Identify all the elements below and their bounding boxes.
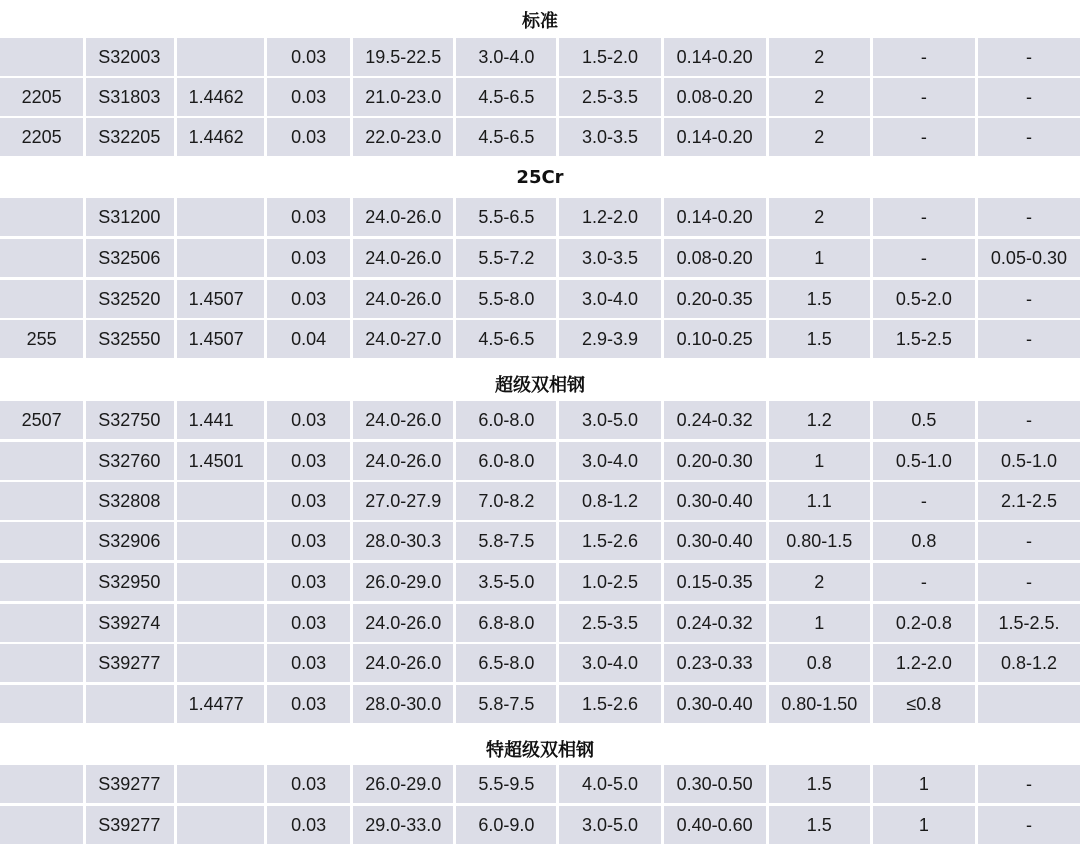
cell-cu: 1 (873, 806, 975, 844)
cell-w: - (978, 563, 1080, 601)
cell-en (177, 644, 264, 682)
cell-en (177, 563, 264, 601)
table-row (0, 765, 1080, 803)
cell-mn: 1 (769, 604, 870, 642)
cell-uns: S31803 (86, 78, 173, 116)
cell-n: 0.14-0.20 (664, 118, 766, 156)
cell-cr: 24.0-26.0 (353, 239, 453, 277)
cell-mo: 1.2-2.0 (559, 198, 660, 236)
cell-ni: 6.0-9.0 (456, 806, 556, 844)
cell-c: 0.04 (267, 320, 350, 358)
cell-ni: 5.5-9.5 (456, 765, 556, 803)
cell-c: 0.03 (267, 38, 350, 76)
cell-mo: 4.0-5.0 (559, 765, 660, 803)
cell-common-name: 255 (0, 320, 83, 358)
cell-uns (86, 685, 173, 723)
cell-mo: 1.5-2.6 (559, 522, 660, 560)
cell-cu: - (873, 482, 975, 520)
table-row (0, 806, 1080, 844)
cell-mo: 1.5-2.6 (559, 685, 660, 723)
cell-common-name (0, 765, 83, 803)
cell-en: 1.4507 (177, 280, 264, 318)
cell-w: 2.1-2.5 (978, 482, 1080, 520)
cell-mo: 3.0-5.0 (559, 806, 660, 844)
cell-n: 0.20-0.30 (664, 442, 766, 480)
cell-mn: 1.5 (769, 806, 870, 844)
cell-common-name (0, 604, 83, 642)
cell-cr: 24.0-26.0 (353, 644, 453, 682)
cell-mn: 0.80-1.5 (769, 522, 870, 560)
cell-mn: 1.5 (769, 765, 870, 803)
cell-common-name (0, 806, 83, 844)
cell-cu: 1 (873, 765, 975, 803)
cell-common-name (0, 644, 83, 682)
cell-w: 0.5-1.0 (978, 442, 1080, 480)
cell-mn: 2 (769, 198, 870, 236)
cell-mn: 0.80-1.50 (769, 685, 870, 723)
cell-c: 0.03 (267, 644, 350, 682)
cell-c: 0.03 (267, 401, 350, 439)
cell-c: 0.03 (267, 442, 350, 480)
cell-common-name (0, 563, 83, 601)
cell-mo: 2.5-3.5 (559, 78, 660, 116)
cell-common-name: 2507 (0, 401, 83, 439)
cell-mo: 0.8-1.2 (559, 482, 660, 520)
cell-en: 1.4462 (177, 118, 264, 156)
cell-cu: - (873, 563, 975, 601)
cell-cu: 1.5-2.5 (873, 320, 975, 358)
cell-w: - (978, 765, 1080, 803)
cell-w: - (978, 78, 1080, 116)
cell-mn: 1 (769, 442, 870, 480)
cell-w: - (978, 280, 1080, 318)
cell-uns: S32550 (86, 320, 173, 358)
cell-cr: 24.0-26.0 (353, 198, 453, 236)
cell-c: 0.03 (267, 522, 350, 560)
cell-uns: S32906 (86, 522, 173, 560)
cell-mo: 3.0-3.5 (559, 239, 660, 277)
table-row (0, 563, 1080, 601)
table-row (0, 38, 1080, 76)
cell-c: 0.03 (267, 806, 350, 844)
cell-en (177, 522, 264, 560)
cell-cu: - (873, 118, 975, 156)
cell-mn: 0.8 (769, 644, 870, 682)
cell-cr: 24.0-26.0 (353, 442, 453, 480)
cell-n: 0.20-0.35 (664, 280, 766, 318)
cell-cr: 27.0-27.9 (353, 482, 453, 520)
cell-n: 0.15-0.35 (664, 563, 766, 601)
cell-cr: 24.0-27.0 (353, 320, 453, 358)
cell-ni: 6.8-8.0 (456, 604, 556, 642)
cell-en (177, 38, 264, 76)
cell-ni: 5.5-6.5 (456, 198, 556, 236)
cell-w: 0.8-1.2 (978, 644, 1080, 682)
cell-uns: S32750 (86, 401, 173, 439)
cell-n: 0.23-0.33 (664, 644, 766, 682)
cell-ni: 6.0-8.0 (456, 401, 556, 439)
cell-cr: 29.0-33.0 (353, 806, 453, 844)
cell-ni: 7.0-8.2 (456, 482, 556, 520)
cell-uns: S31200 (86, 198, 173, 236)
cell-n: 0.10-0.25 (664, 320, 766, 358)
cell-uns: S32808 (86, 482, 173, 520)
cell-mn: 1 (769, 239, 870, 277)
cell-ni: 6.5-8.0 (456, 644, 556, 682)
cell-cu: 0.8 (873, 522, 975, 560)
table-row (0, 78, 1080, 116)
cell-en (177, 198, 264, 236)
cell-uns: S32205 (86, 118, 173, 156)
table-row (0, 198, 1080, 236)
cell-ni: 4.5-6.5 (456, 78, 556, 116)
cell-n: 0.30-0.40 (664, 522, 766, 560)
cell-cr: 28.0-30.3 (353, 522, 453, 560)
cell-mo: 3.0-4.0 (559, 280, 660, 318)
cell-cr: 26.0-29.0 (353, 765, 453, 803)
cell-cu: - (873, 38, 975, 76)
cell-c: 0.03 (267, 78, 350, 116)
cell-w (978, 685, 1080, 723)
cell-mo: 2.9-3.9 (559, 320, 660, 358)
cell-n: 0.30-0.50 (664, 765, 766, 803)
cell-uns: S32760 (86, 442, 173, 480)
cell-mn: 1.1 (769, 482, 870, 520)
cell-mn: 2 (769, 38, 870, 76)
cell-uns: S39274 (86, 604, 173, 642)
cell-uns: S32950 (86, 563, 173, 601)
section-title-standard: 标准 (522, 11, 558, 32)
cell-common-name (0, 442, 83, 480)
cell-cu: 0.5-2.0 (873, 280, 975, 318)
cell-uns: S32506 (86, 239, 173, 277)
cell-n: 0.08-0.20 (664, 239, 766, 277)
cell-uns: S32520 (86, 280, 173, 318)
cell-uns: S39277 (86, 644, 173, 682)
cell-n: 0.14-0.20 (664, 38, 766, 76)
cell-cr: 24.0-26.0 (353, 401, 453, 439)
cell-c: 0.03 (267, 198, 350, 236)
cell-w: - (978, 320, 1080, 358)
cell-n: 0.24-0.32 (664, 604, 766, 642)
cell-en (177, 239, 264, 277)
cell-mn: 1.5 (769, 320, 870, 358)
section-title-25cr: 25Cr (516, 167, 564, 188)
cell-common-name: 2205 (0, 78, 83, 116)
cell-ni: 4.5-6.5 (456, 320, 556, 358)
cell-mo: 2.5-3.5 (559, 604, 660, 642)
cell-cu: 0.5-1.0 (873, 442, 975, 480)
cell-cu: - (873, 198, 975, 236)
cell-w: - (978, 522, 1080, 560)
cell-c: 0.03 (267, 563, 350, 601)
table-row (0, 604, 1080, 642)
cell-common-name (0, 239, 83, 277)
cell-cr: 19.5-22.5 (353, 38, 453, 76)
cell-n: 0.24-0.32 (664, 401, 766, 439)
table-row (0, 522, 1080, 560)
cell-common-name (0, 280, 83, 318)
cell-mn: 1.2 (769, 401, 870, 439)
cell-w: - (978, 806, 1080, 844)
cell-common-name (0, 38, 83, 76)
cell-mn: 1.5 (769, 280, 870, 318)
cell-cu: ≤0.8 (873, 685, 975, 723)
cell-c: 0.03 (267, 685, 350, 723)
cell-mo: 3.0-5.0 (559, 401, 660, 439)
cell-en: 1.441 (177, 401, 264, 439)
cell-en (177, 604, 264, 642)
cell-uns: S39277 (86, 806, 173, 844)
cell-mn: 2 (769, 118, 870, 156)
cell-w: 1.5-2.5. (978, 604, 1080, 642)
cell-cu: - (873, 78, 975, 116)
cell-uns: S32003 (86, 38, 173, 76)
table-row (0, 320, 1080, 358)
cell-ni: 3.0-4.0 (456, 38, 556, 76)
cell-en (177, 765, 264, 803)
table-row (0, 685, 1080, 723)
cell-n: 0.14-0.20 (664, 198, 766, 236)
cell-mo: 1.0-2.5 (559, 563, 660, 601)
cell-cr: 24.0-26.0 (353, 604, 453, 642)
cell-c: 0.03 (267, 604, 350, 642)
table-row (0, 442, 1080, 480)
cell-cu: 0.2-0.8 (873, 604, 975, 642)
cell-w: - (978, 198, 1080, 236)
cell-ni: 5.5-8.0 (456, 280, 556, 318)
cell-common-name (0, 685, 83, 723)
cell-ni: 5.8-7.5 (456, 685, 556, 723)
table-row (0, 118, 1080, 156)
section-title-super-duplex: 超级双相钢 (495, 375, 585, 396)
cell-mo: 3.0-4.0 (559, 644, 660, 682)
table-row (0, 239, 1080, 277)
cell-ni: 6.0-8.0 (456, 442, 556, 480)
cell-c: 0.03 (267, 118, 350, 156)
cell-common-name (0, 198, 83, 236)
cell-common-name: 2205 (0, 118, 83, 156)
cell-mn: 2 (769, 563, 870, 601)
cell-c: 0.03 (267, 482, 350, 520)
table-row (0, 482, 1080, 520)
cell-w: - (978, 38, 1080, 76)
cell-n: 0.30-0.40 (664, 482, 766, 520)
cell-n: 0.40-0.60 (664, 806, 766, 844)
table-row (0, 644, 1080, 682)
cell-en (177, 806, 264, 844)
cell-en: 1.4477 (177, 685, 264, 723)
cell-cr: 21.0-23.0 (353, 78, 453, 116)
cell-ni: 4.5-6.5 (456, 118, 556, 156)
cell-c: 0.03 (267, 280, 350, 318)
cell-en: 1.4462 (177, 78, 264, 116)
cell-mo: 3.0-3.5 (559, 118, 660, 156)
cell-uns: S39277 (86, 765, 173, 803)
cell-n: 0.30-0.40 (664, 685, 766, 723)
table-row (0, 401, 1080, 439)
cell-en: 1.4501 (177, 442, 264, 480)
table-row (0, 280, 1080, 318)
cell-mo: 1.5-2.0 (559, 38, 660, 76)
cell-common-name (0, 522, 83, 560)
section-title-hyper-duplex: 特超级双相钢 (486, 740, 594, 761)
cell-w: - (978, 401, 1080, 439)
cell-cr: 24.0-26.0 (353, 280, 453, 318)
cell-en: 1.4507 (177, 320, 264, 358)
cell-n: 0.08-0.20 (664, 78, 766, 116)
cell-cr: 26.0-29.0 (353, 563, 453, 601)
cell-cu: - (873, 239, 975, 277)
cell-cu: 0.5 (873, 401, 975, 439)
cell-cu: 1.2-2.0 (873, 644, 975, 682)
cell-cr: 28.0-30.0 (353, 685, 453, 723)
cell-en (177, 482, 264, 520)
cell-ni: 5.8-7.5 (456, 522, 556, 560)
cell-cr: 22.0-23.0 (353, 118, 453, 156)
cell-c: 0.03 (267, 765, 350, 803)
cell-ni: 3.5-5.0 (456, 563, 556, 601)
cell-mo: 3.0-4.0 (559, 442, 660, 480)
cell-w: 0.05-0.30 (978, 239, 1080, 277)
cell-w: - (978, 118, 1080, 156)
cell-c: 0.03 (267, 239, 350, 277)
cell-mn: 2 (769, 78, 870, 116)
cell-common-name (0, 482, 83, 520)
cell-ni: 5.5-7.2 (456, 239, 556, 277)
